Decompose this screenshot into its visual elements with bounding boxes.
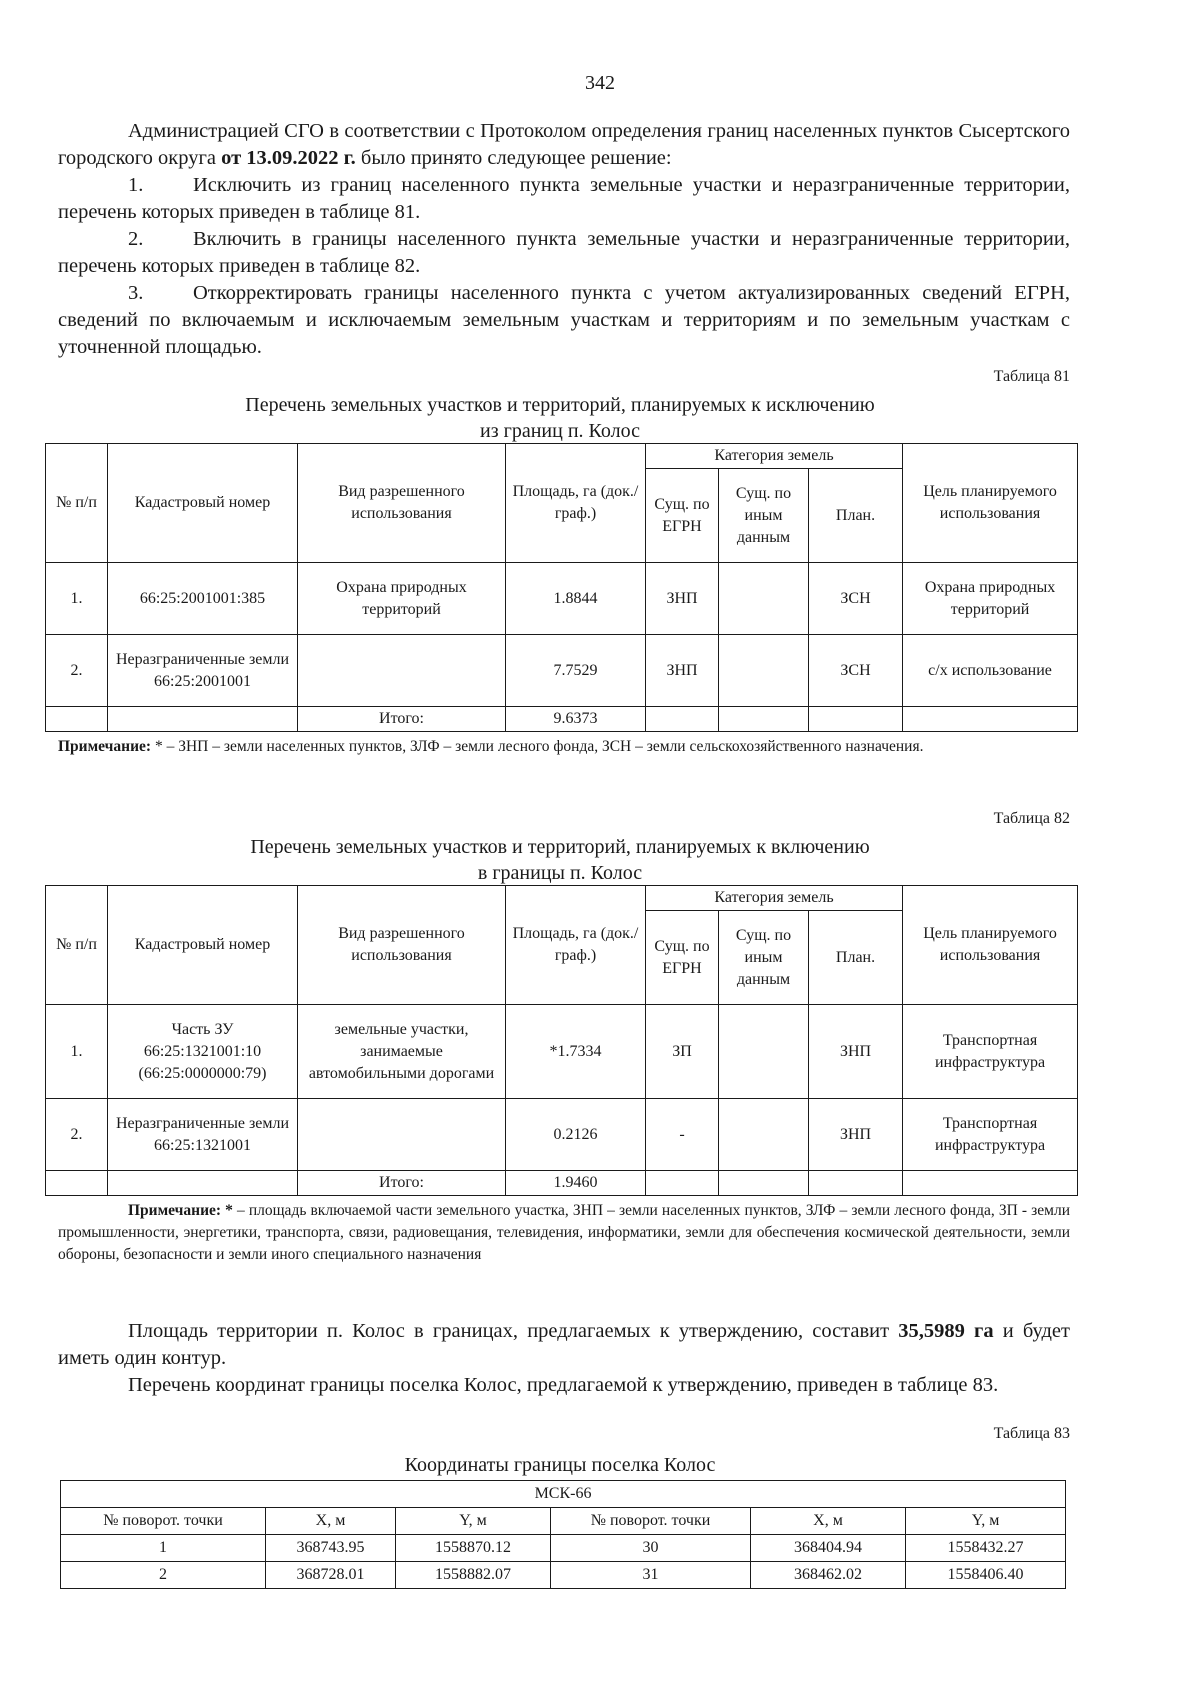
area-text xyxy=(58,1318,1070,1399)
cell-egrn: - xyxy=(646,1099,719,1171)
header-plan: План. xyxy=(809,469,903,563)
cell-point: 1 xyxy=(61,1535,266,1562)
table83-caption: Таблица 83 xyxy=(993,1425,1070,1442)
cell-point: 2 xyxy=(61,1562,266,1589)
cell-other xyxy=(719,635,809,707)
header-egrn: Сущ. по ЕГРН xyxy=(646,469,719,563)
decision-item xyxy=(58,280,1070,361)
header-purpose: Цель планируемого использования xyxy=(903,444,1078,563)
protocol-date: от 13.09.2022 г. xyxy=(221,147,356,169)
decision-item-number: 3. xyxy=(128,282,144,304)
table82 xyxy=(45,885,1078,1196)
cell-other xyxy=(719,1005,809,1099)
cell-cadastral: 66:25:2001001:385 xyxy=(108,563,298,635)
cell-num: 1. xyxy=(46,563,108,635)
total-row xyxy=(46,1171,1078,1196)
coord-intro-paragraph: Перечень координат границы поселка Колос, предлагаемой к утверждению, приведен в таблице 83. xyxy=(128,1374,999,1396)
cell-empty xyxy=(719,1171,809,1196)
cell-use: Охрана природных территорий xyxy=(298,563,506,635)
header-egrn: Сущ. по ЕГРН xyxy=(646,911,719,1005)
cell-empty xyxy=(719,707,809,732)
cell-y: 1558870.12 xyxy=(396,1535,551,1562)
table82-title-line1: Перечень земельных участков и территорий, планируемых к включению xyxy=(250,836,870,858)
cell-plan: ЗСН xyxy=(809,563,903,635)
table-row xyxy=(46,1005,1078,1099)
table81 xyxy=(45,443,1078,732)
header-point: № поворот. точки xyxy=(551,1508,751,1535)
cell-other xyxy=(719,1099,809,1171)
table81-title-line1: Перечень земельных участков и территорий, планируемых к исключению xyxy=(245,394,875,416)
cell-num: 1. xyxy=(46,1005,108,1099)
total-value: 1.9460 xyxy=(506,1171,646,1196)
header-area: Площадь, га (док./граф.) xyxy=(506,444,646,563)
area-paragraph xyxy=(58,1318,1070,1372)
cell-use: земельные участки, занимаемые автомобильными дорогами xyxy=(298,1005,506,1099)
cell-empty xyxy=(809,1171,903,1196)
table-row xyxy=(46,563,1078,635)
cell-empty xyxy=(646,707,719,732)
header-y: Y, м xyxy=(396,1508,551,1535)
header-x: X, м xyxy=(266,1508,396,1535)
decision-item-text: Откорректировать границы населенного пункта с учетом актуализированных сведений ЕГРН, сведений по включаемым и исключаемым земельным участкам и территориям и по земельным участкам с уточненной площадью. xyxy=(58,282,1070,358)
total-label: Итого: xyxy=(298,1171,506,1196)
decision-item-number: 1. xyxy=(128,174,144,196)
cell-egrn: ЗП xyxy=(646,1005,719,1099)
header-other: Сущ. по иным данным xyxy=(719,469,809,563)
cell-use xyxy=(298,1099,506,1171)
header-row xyxy=(61,1508,1066,1535)
cell-area: *1.7334 xyxy=(506,1005,646,1099)
cell-purpose: Транспортная инфраструктура xyxy=(903,1005,1078,1099)
cell-other xyxy=(719,563,809,635)
intro-text-a: Администрацией СГО в соответствии с Протоколом определения границ населенных пунктов Сысертского городского округа xyxy=(58,120,1070,169)
cell-empty xyxy=(646,1171,719,1196)
table-row xyxy=(61,1535,1066,1562)
cell-x: 368728.01 xyxy=(266,1562,396,1589)
header-other: Сущ. по иным данным xyxy=(719,911,809,1005)
header-cadastral: Кадастровый номер xyxy=(108,444,298,563)
table81-note xyxy=(58,736,1070,758)
table-row xyxy=(61,1562,1066,1589)
cell-purpose: Транспортная инфраструктура xyxy=(903,1099,1078,1171)
table82-note xyxy=(58,1200,1070,1266)
decision-item xyxy=(58,226,1070,280)
table83 xyxy=(60,1480,1066,1589)
header-area: Площадь, га (док./граф.) xyxy=(506,886,646,1005)
cell-num: 2. xyxy=(46,1099,108,1171)
table83-title: Координаты границы поселка Колос xyxy=(404,1454,716,1476)
decision-item-number: 2. xyxy=(128,228,144,250)
cell-plan: ЗНП xyxy=(809,1005,903,1099)
cell-plan: ЗНП xyxy=(809,1099,903,1171)
note-label: Примечание: * xyxy=(128,1202,233,1219)
table82-caption: Таблица 82 xyxy=(993,810,1070,827)
intro-paragraph xyxy=(58,118,1070,172)
cell-egrn: ЗНП xyxy=(646,563,719,635)
cell-x: 368462.02 xyxy=(751,1562,906,1589)
cell-purpose: Охрана природных территорий xyxy=(903,563,1078,635)
decision-item-text: Исключить из границ населенного пункта земельные участки и неразграниченные территории, перечень которых приведен в таблице 81. xyxy=(58,174,1070,223)
header-num: № п/п xyxy=(46,886,108,1005)
intro-text-b: было принято следующее решение: xyxy=(355,147,672,169)
cell-y: 1558432.27 xyxy=(906,1535,1066,1562)
cell-cadastral: Часть ЗУ 66:25:1321001:10 (66:25:0000000:79) xyxy=(108,1005,298,1099)
header-category: Категория земель xyxy=(646,886,903,911)
area-text-b: и будет иметь один контур. xyxy=(58,1320,1070,1369)
coordinate-system: МСК-66 xyxy=(61,1481,1066,1508)
cell-egrn: ЗНП xyxy=(646,635,719,707)
cell-y: 1558406.40 xyxy=(906,1562,1066,1589)
decision-item xyxy=(58,172,1070,226)
cell-y: 1558882.07 xyxy=(396,1562,551,1589)
cell-point: 30 xyxy=(551,1535,751,1562)
cell-empty xyxy=(108,1171,298,1196)
page-number: 342 xyxy=(585,72,615,94)
table82-title xyxy=(0,834,1120,886)
table81-title-line2: из границ п. Колос xyxy=(480,420,640,442)
header-category: Категория земель xyxy=(646,444,903,469)
cell-num: 2. xyxy=(46,635,108,707)
cell-x: 368404.94 xyxy=(751,1535,906,1562)
table81-title xyxy=(0,392,1120,444)
cell-purpose: с/х использование xyxy=(903,635,1078,707)
cell-cadastral: Неразграниченные земли 66:25:2001001 xyxy=(108,635,298,707)
table-row xyxy=(46,635,1078,707)
cell-area: 7.7529 xyxy=(506,635,646,707)
header-point: № поворот. точки xyxy=(61,1508,266,1535)
header-plan: План. xyxy=(809,911,903,1005)
header-cadastral: Кадастровый номер xyxy=(108,886,298,1005)
note-text: * – ЗНП – земли населенных пунктов, ЗЛФ – земли лесного фонда, ЗСН – земли сельскохозяйственного назначения. xyxy=(151,738,924,755)
area-value: 35,5989 га xyxy=(898,1320,994,1342)
cell-empty xyxy=(809,707,903,732)
table82-title-line2: в границы п. Колос xyxy=(477,862,643,884)
cell-point: 31 xyxy=(551,1562,751,1589)
total-value: 9.6373 xyxy=(506,707,646,732)
note-text: – площадь включаемой части земельного участка, ЗНП – земли населенных пунктов, ЗЛФ – земли лесного фонда, ЗП - земли промышленности, энергетики, транспорта, связи, радиовещания, телевидения, информатики, земли для обеспечения космической деятельности, земли обороны, безопасности и земли иного специального назначения xyxy=(58,1202,1070,1263)
table-row xyxy=(46,1099,1078,1171)
cell-area: 0.2126 xyxy=(506,1099,646,1171)
area-text-a: Площадь территории п. Колос в границах, предлагаемых к утверждению, составит xyxy=(128,1320,899,1342)
cell-cadastral: Неразграниченные земли 66:25:1321001 xyxy=(108,1099,298,1171)
table81-caption: Таблица 81 xyxy=(993,368,1070,385)
cell-area: 1.8844 xyxy=(506,563,646,635)
decision-item-text: Включить в границы населенного пункта земельные участки и неразграниченные территории, перечень которых приведен в таблице 82. xyxy=(58,228,1070,277)
header-y: Y, м xyxy=(906,1508,1066,1535)
cell-empty xyxy=(903,1171,1078,1196)
cell-empty xyxy=(108,707,298,732)
header-num: № п/п xyxy=(46,444,108,563)
header-purpose: Цель планируемого использования xyxy=(903,886,1078,1005)
total-label: Итого: xyxy=(298,707,506,732)
cell-empty xyxy=(903,707,1078,732)
header-use: Вид разрешенного использования xyxy=(298,886,506,1005)
intro-text xyxy=(58,118,1070,361)
cell-empty xyxy=(46,1171,108,1196)
cell-x: 368743.95 xyxy=(266,1535,396,1562)
cell-use xyxy=(298,635,506,707)
header-use: Вид разрешенного использования xyxy=(298,444,506,563)
cell-plan: ЗСН xyxy=(809,635,903,707)
header-x: X, м xyxy=(751,1508,906,1535)
total-row xyxy=(46,707,1078,732)
cell-empty xyxy=(46,707,108,732)
note-label: Примечание: xyxy=(58,738,152,755)
